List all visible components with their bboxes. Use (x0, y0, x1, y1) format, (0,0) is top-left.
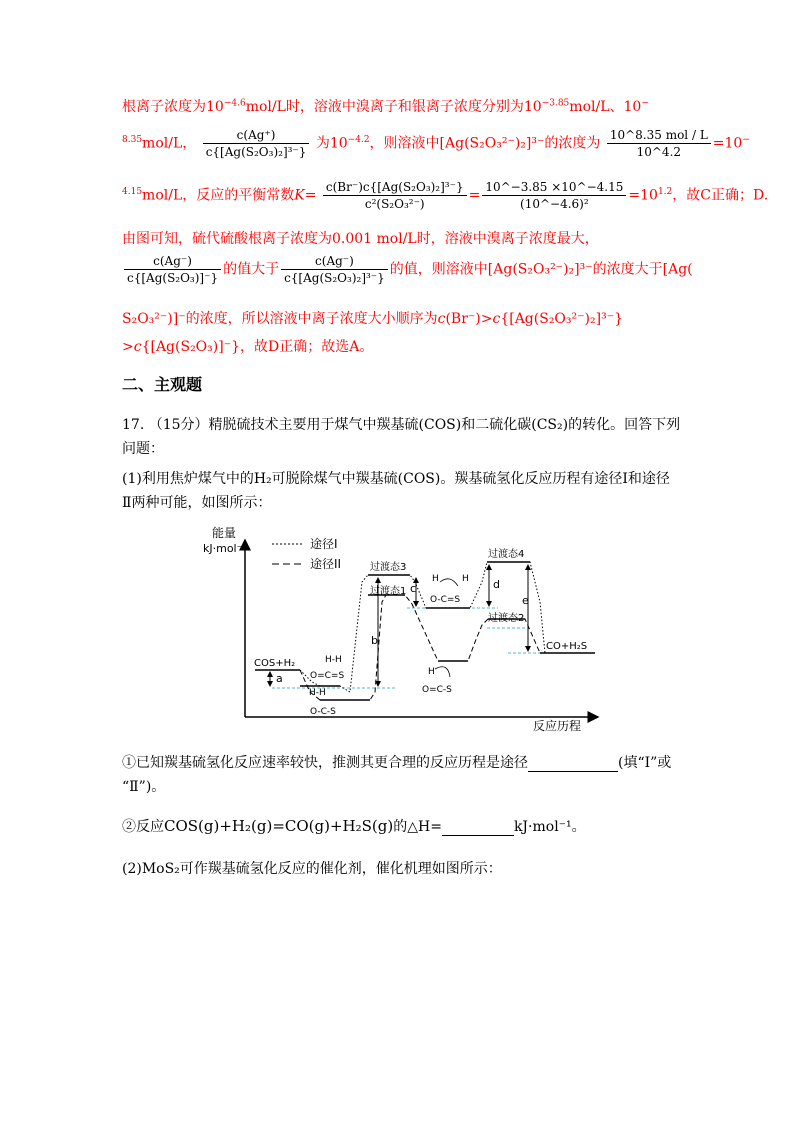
int3-arrow (440, 579, 458, 586)
fraction-ag-over-double (281, 254, 388, 285)
exponent: −4.6 (223, 98, 246, 109)
text: mol/L， (142, 135, 197, 152)
y-axis-label: 能量 (212, 526, 237, 540)
text: =10 (712, 135, 743, 152)
int3-h1: H (432, 574, 439, 584)
text: = (304, 187, 317, 204)
legend-path2: 途径II (310, 557, 342, 571)
symbol-c: c (133, 339, 142, 355)
exponent: − (641, 98, 649, 109)
int3-h2: H (462, 574, 469, 584)
numerator: c(Br⁻)c{[Ag(S₂O₃)₂]³⁻} (323, 180, 467, 196)
q17-part1-line-2: Ⅱ两种可能，如图所示： (122, 495, 272, 511)
path-2-curve (300, 595, 540, 700)
solution-line-1 (122, 96, 649, 116)
int3-bot: O-C=S (430, 595, 461, 605)
energy-levels (255, 562, 595, 700)
denominator: (10^−4.6)² (520, 197, 589, 211)
int1-mid: O=C=S (310, 671, 345, 681)
text: ②反应 (122, 819, 164, 835)
denominator: c²(S₂O₃²⁻) (364, 197, 425, 211)
label-e: e (522, 594, 529, 607)
exponent: 8.35 (122, 134, 143, 145)
text: )₂]³⁻的浓度为 (514, 135, 601, 152)
text: {[Ag(S₂O₃)]⁻}，故D正确；故选A。 (141, 339, 374, 355)
numerator: 10^8.35 mol / L (607, 128, 711, 144)
text: (填“I”或 (618, 755, 672, 771)
text: > (122, 339, 134, 355)
numerator: 10^−3.85 ×10^−4.15 (482, 180, 626, 196)
int4-arrow (435, 667, 450, 677)
int2-top: H-H (309, 688, 326, 698)
ion: S₂O₃²⁻ (469, 135, 515, 152)
numerator: c(Ag⁻) (124, 254, 221, 270)
x-axis-label: 反应历程 (533, 719, 582, 733)
text: ①已知羰基硫氢化反应速率较快，推测其更合理的反应历程是途径 (122, 755, 528, 771)
text: mol/L时，溶液中溴离子和银离子浓度分别为10 (245, 99, 542, 115)
ts3-label: 过渡态3 (370, 562, 407, 573)
q17-sub2 (122, 816, 586, 836)
q17-line-1: 17. （15分）精脱硫技术主要用于煤气中羰基硫(COS)和二硫化碳(CS₂)的转化。回答下列 (122, 417, 681, 433)
label-d: d (493, 578, 500, 591)
denominator: c{[Ag(S₂O₃)]⁻} (127, 271, 219, 285)
energy-arrows (270, 565, 528, 686)
denominator: c{[Ag(S₂O₃)₂]³⁻} (205, 145, 307, 159)
legend-path1: 途径I (310, 537, 338, 551)
ts2-label: 过渡态2 (488, 613, 525, 624)
exponent: −4.2 (347, 134, 370, 145)
section-heading: 二、主观题 (122, 375, 203, 394)
solution-line-7 (122, 336, 373, 356)
exponent: 4.15 (122, 186, 143, 197)
fraction-equilibrium (323, 180, 467, 211)
fraction-ag-over-single (124, 254, 221, 285)
label-b: b (371, 634, 378, 647)
fraction-concentration (607, 128, 711, 159)
int2-bot: O-C-S (310, 707, 336, 717)
text: 为10 (315, 135, 348, 152)
text: mol/L、10 (569, 99, 642, 115)
int4-bot: O=C-S (422, 685, 452, 695)
q17-sub1-line-1 (122, 752, 671, 772)
symbol-k: K (294, 187, 305, 204)
text: 的值大于 (223, 261, 280, 278)
fraction-values (482, 180, 626, 211)
denominator: 10^4.2 (636, 145, 682, 159)
q17-part1-line-1: (1)利用焦炉煤气中的H₂可脱除煤气中羰基硫(COS)。羰基硫氢化反应历程有途径Ⅰ和途径 (122, 471, 670, 487)
text: {[Ag(S₂O₃²⁻)₂]³⁻} (500, 311, 623, 327)
text: 的△H= (393, 819, 442, 835)
int1-top: H-H (325, 655, 342, 665)
text: ，故C正确；D. (672, 187, 769, 204)
reaction-equation: COS(g)+H₂(g)=CO(g)+H₂S(g) (164, 817, 394, 835)
q17-sub1-line-2: “Ⅱ”)。 (122, 779, 166, 795)
q17-part2: (2)MoS₂可作羰基硫氢化反应的催化剂，催化机理如图所示： (122, 861, 502, 877)
text: (Br⁻)> (445, 311, 493, 327)
text: 根离子浓度为10 (122, 99, 224, 115)
label-c: c (410, 582, 417, 595)
text: ，则溶液中[Ag( (369, 135, 470, 152)
solution-line-4: 由图可知，硫代硫酸根离子浓度为0.001 mol/L时，溶液中溴离子浓度最大， (122, 231, 599, 247)
ts1-label: 过渡态1 (370, 586, 407, 597)
label-a: a (276, 672, 283, 685)
exponent: − (742, 134, 750, 145)
text: )₂]³⁻的浓度大于[Ag( (563, 261, 693, 278)
exponent: −3.85 (541, 98, 570, 109)
denominator: c{[Ag(S₂O₃)₂]³⁻} (284, 271, 385, 285)
solution-line-5 (122, 254, 693, 285)
numerator: c(Ag⁻) (281, 254, 388, 270)
text: 的值，则溶液中[Ag( (389, 261, 518, 278)
end-label: CO+H₂S (546, 641, 588, 652)
ts4-label: 过渡态4 (488, 549, 525, 560)
energy-diagram (200, 522, 610, 734)
answer-blank-path[interactable] (528, 755, 618, 772)
text: kJ·mol⁻¹。 (513, 819, 586, 835)
exponent: 1.2 (657, 186, 673, 197)
answer-blank-enthalpy[interactable] (442, 819, 514, 836)
symbol-c: c (437, 311, 446, 327)
text: S₂O₃²⁻)]⁻的浓度，所以溶液中离子浓度大小顺序为 (122, 311, 438, 327)
fraction-ag-over-complex (203, 128, 310, 159)
solution-line-3: $^{4.15}$mol/L，反应的平衡常数K= $\frac{\text{c(Br⁻)c\{[Ag(S₂O₃)₂]³⁻\}}}{\text{c²(S₂O₃²⁻)}}$ = $\frac{10\^{}-3.85 \times 10\^{}-4.15}{\text{(10\textasciicircum{}−4.6)²}}$ $=10^{1.2}$，故C正确；D. (122, 180, 769, 211)
solution-line-6 (122, 308, 623, 328)
int4-h: H (428, 667, 435, 677)
start-label: COS+H₂ (254, 658, 296, 669)
solution-line-2 (122, 128, 750, 159)
q17-line-2: 问题： (122, 441, 164, 457)
text: mol/L，反应的平衡常数 (142, 187, 295, 204)
text: =10 (628, 187, 658, 204)
numerator: c(Ag⁺) (203, 128, 310, 144)
ion: S₂O₃²⁻ (517, 261, 564, 278)
y-axis-unit: kJ·mol⁻¹ (203, 542, 247, 555)
symbol-c: c (492, 311, 501, 327)
